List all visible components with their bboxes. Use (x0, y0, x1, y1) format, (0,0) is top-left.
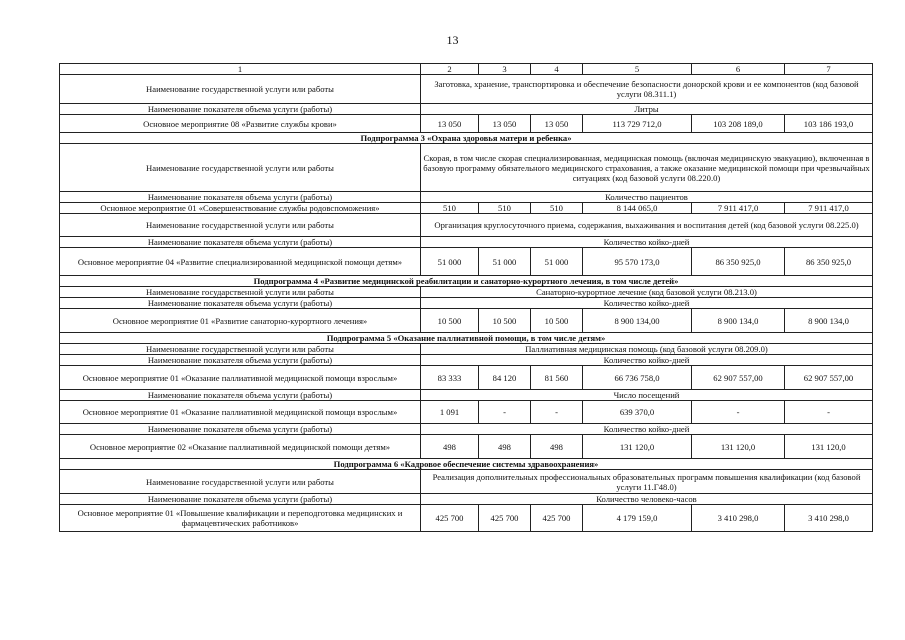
col-number: 4 (531, 64, 583, 75)
activity-row (60, 435, 873, 459)
row-value: Количество пациентов (421, 192, 873, 203)
value-cell: 10 500 (531, 309, 583, 333)
value-cell: 8 900 134,00 (583, 309, 692, 333)
subprogram-header-row (60, 333, 873, 344)
row-value: Число посещений (421, 390, 873, 401)
activity-name: Основное мероприятие 01 «Повышение квалификации и переподготовка медицинских и фармацевтических работников» (60, 505, 421, 532)
value-cell: 51 000 (421, 248, 479, 276)
value-cell: 103 208 189,0 (692, 115, 785, 133)
info-row (60, 104, 873, 115)
value-cell: 13 050 (479, 115, 531, 133)
info-row (60, 344, 873, 355)
row-value: Количество койко-дней (421, 424, 873, 435)
row-label: Наименование показателя объема услуги (работы) (60, 355, 421, 366)
info-row (60, 75, 873, 104)
info-row (60, 237, 873, 248)
row-value: Организация круглосуточного приема, содержания, выхаживания и воспитания детей (код базовой услуги 08.225.0) (421, 214, 873, 237)
activity-row (60, 115, 873, 133)
value-cell: 425 700 (531, 505, 583, 532)
value-cell: 51 000 (531, 248, 583, 276)
value-cell: 639 370,0 (583, 401, 692, 424)
info-row (60, 390, 873, 401)
value-cell: 8 900 134,0 (785, 309, 873, 333)
row-label: Наименование государственной услуги или работы (60, 144, 421, 192)
value-cell: 425 700 (421, 505, 479, 532)
info-row (60, 355, 873, 366)
value-cell: 62 907 557,00 (692, 366, 785, 390)
value-cell: 1 091 (421, 401, 479, 424)
col-number: 2 (421, 64, 479, 75)
value-cell: 62 907 557,00 (785, 366, 873, 390)
activity-name: Основное мероприятие 01 «Совершенствование службы родовспоможения» (60, 203, 421, 214)
value-cell: 86 350 925,0 (692, 248, 785, 276)
row-value: Количество человеко-часов (421, 494, 873, 505)
value-cell: 8 144 065,0 (583, 203, 692, 214)
col-number: 1 (60, 64, 421, 75)
row-label: Наименование государственной услуги или работы (60, 470, 421, 494)
value-cell: - (692, 401, 785, 424)
value-cell: 3 410 298,0 (785, 505, 873, 532)
row-label: Наименование показателя объема услуги (работы) (60, 390, 421, 401)
col-number: 3 (479, 64, 531, 75)
value-cell: - (531, 401, 583, 424)
row-label: Наименование показателя объема услуги (работы) (60, 237, 421, 248)
subprogram-header-row (60, 276, 873, 287)
activity-name: Основное мероприятие 01 «Оказание паллиативной медицинской помощи взрослым» (60, 401, 421, 424)
activity-name: Основное мероприятие 08 «Развитие службы крови» (60, 115, 421, 133)
col-number: 7 (785, 64, 873, 75)
activity-name: Основное мероприятие 01 «Развитие санаторно-курортного лечения» (60, 309, 421, 333)
subprogram-header-row (60, 459, 873, 470)
value-cell: 103 186 193,0 (785, 115, 873, 133)
activity-row (60, 248, 873, 276)
subprogram-title: Подпрограмма 6 «Кадровое обеспечение системы здравоохранения» (60, 459, 873, 470)
row-label: Наименование государственной услуги или работы (60, 214, 421, 237)
value-cell: 83 333 (421, 366, 479, 390)
row-label: Наименование показателя объема услуги (работы) (60, 424, 421, 435)
value-cell: 13 050 (531, 115, 583, 133)
value-cell: 425 700 (479, 505, 531, 532)
value-cell: 131 120,0 (785, 435, 873, 459)
value-cell: 7 911 417,0 (692, 203, 785, 214)
row-label: Наименование показателя объема услуги (работы) (60, 192, 421, 203)
activity-row (60, 366, 873, 390)
activity-row (60, 505, 873, 532)
row-value: Заготовка, хранение, транспортировка и обеспечение безопасности донорской крови и ее компонентов (код базовой услуги 08.311.1) (421, 75, 873, 104)
row-value: Количество койко-дней (421, 355, 873, 366)
value-cell: 498 (421, 435, 479, 459)
value-cell: 8 900 134,0 (692, 309, 785, 333)
row-value: Реализация дополнительных профессиональных образовательных программ повышения квалификации (код базовой услуги 11.Г48.0) (421, 470, 873, 494)
value-cell: 131 120,0 (692, 435, 785, 459)
info-row (60, 214, 873, 237)
info-row (60, 470, 873, 494)
row-value: Санаторно-курортное лечение (код базовой услуги 08.213.0) (421, 287, 873, 298)
subprogram-title: Подпрограмма 4 «Развитие медицинской реабилитации и санаторно-курортного лечения, в том числе детей» (60, 276, 873, 287)
value-cell: 86 350 925,0 (785, 248, 873, 276)
info-row (60, 192, 873, 203)
value-cell: 3 410 298,0 (692, 505, 785, 532)
value-cell: 10 500 (479, 309, 531, 333)
value-cell: 510 (531, 203, 583, 214)
value-cell: 498 (479, 435, 531, 459)
value-cell: 51 000 (479, 248, 531, 276)
value-cell: 510 (421, 203, 479, 214)
row-label: Наименование показателя объема услуги (работы) (60, 298, 421, 309)
row-label: Наименование государственной услуги или работы (60, 75, 421, 104)
value-cell: 66 736 758,0 (583, 366, 692, 390)
subprogram-title: Подпрограмма 5 «Оказание паллиативной помощи, в том числе детям» (60, 333, 873, 344)
row-value: Литры (421, 104, 873, 115)
row-label: Наименование показателя объема услуги (работы) (60, 494, 421, 505)
value-cell: - (785, 401, 873, 424)
page-number: 13 (446, 33, 459, 47)
subprogram-header-row (60, 133, 873, 144)
subprogram-title: Подпрограмма 3 «Охрана здоровья матери и ребенка» (60, 133, 873, 144)
row-label: Наименование показателя объема услуги (работы) (60, 104, 421, 115)
info-row (60, 144, 873, 192)
value-cell: 113 729 712,0 (583, 115, 692, 133)
column-number-row (60, 64, 873, 75)
value-cell: 7 911 417,0 (785, 203, 873, 214)
value-cell: 131 120,0 (583, 435, 692, 459)
info-row (60, 298, 873, 309)
activity-name: Основное мероприятие 02 «Оказание паллиативной медицинской помощи детям» (60, 435, 421, 459)
info-row (60, 494, 873, 505)
col-number: 6 (692, 64, 785, 75)
value-cell: 510 (479, 203, 531, 214)
value-cell: 4 179 159,0 (583, 505, 692, 532)
budget-table (59, 63, 873, 532)
activity-name: Основное мероприятие 01 «Оказание паллиативной медицинской помощи взрослым» (60, 366, 421, 390)
col-number: 5 (583, 64, 692, 75)
value-cell: 95 570 173,0 (583, 248, 692, 276)
info-row (60, 287, 873, 298)
value-cell: - (479, 401, 531, 424)
activity-row (60, 309, 873, 333)
activity-row (60, 401, 873, 424)
value-cell: 498 (531, 435, 583, 459)
row-value: Паллиативная медицинская помощь (код базовой услуги 08.209.0) (421, 344, 873, 355)
value-cell: 81 560 (531, 366, 583, 390)
activity-row (60, 203, 873, 214)
row-label: Наименование государственной услуги или работы (60, 344, 421, 355)
value-cell: 10 500 (421, 309, 479, 333)
row-value: Скорая, в том числе скорая специализированная, медицинская помощь (включая медицинскую эвакуацию), включенная в базовую программу обязательного медицинского страхования, а также оказание медицинской помощи при чрезвычайных ситуациях (код базовой услуги 08.220.0) (421, 144, 873, 192)
activity-name: Основное мероприятие 04 «Развитие специализированной медицинской помощи детям» (60, 248, 421, 276)
value-cell: 84 120 (479, 366, 531, 390)
value-cell: 13 050 (421, 115, 479, 133)
row-value: Количество койко-дней (421, 237, 873, 248)
row-value: Количество койко-дней (421, 298, 873, 309)
info-row (60, 424, 873, 435)
row-label: Наименование государственной услуги или работы (60, 287, 421, 298)
